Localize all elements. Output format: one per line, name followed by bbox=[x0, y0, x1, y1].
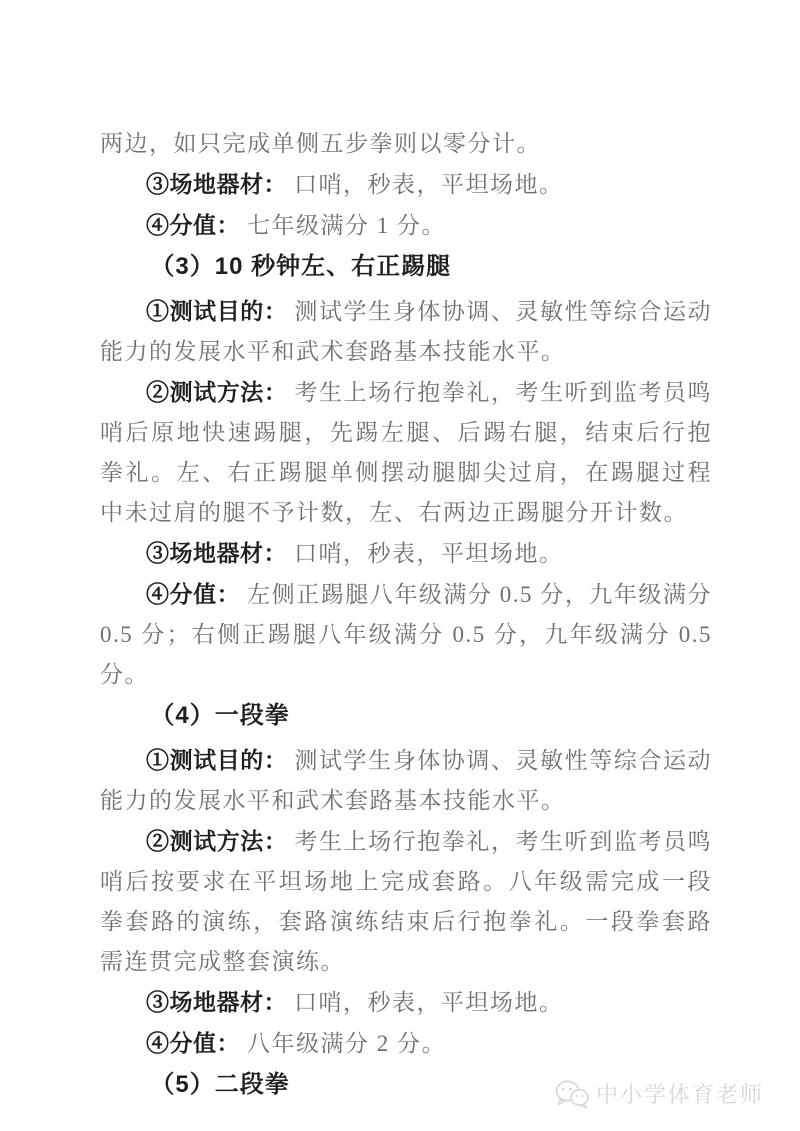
paragraph-label: ②测试方法： bbox=[146, 828, 288, 854]
wechat-icon bbox=[554, 1079, 590, 1109]
paragraph-text: 七年级满分 1 分。 bbox=[247, 213, 446, 238]
labeled-paragraph bbox=[100, 982, 712, 1023]
labeled-paragraph bbox=[100, 740, 712, 821]
paragraph-label: ①测试目的： bbox=[146, 298, 288, 324]
paragraph-text: 左侧正踢腿八年级满分 0.5 分，九年级满分 0.5 分；右侧正踢腿八年级满分 0.5 分，九年级满分 0.5 分。 bbox=[100, 582, 713, 687]
paragraph-label: ①测试目的： bbox=[146, 747, 288, 773]
paragraph-label: ③场地器材： bbox=[146, 989, 287, 1015]
labeled-paragraph bbox=[100, 1023, 712, 1064]
watermark bbox=[554, 1078, 764, 1109]
paragraph-text: 八年级满分 2 分。 bbox=[247, 1031, 446, 1056]
paragraph-label: ④分值： bbox=[146, 212, 240, 238]
paragraph-text: 口哨，秒表，平坦场地。 bbox=[294, 541, 564, 566]
paragraph-label: ③场地器材： bbox=[146, 540, 287, 566]
section-heading: （4）一段拳 bbox=[150, 702, 290, 729]
paragraph-text: 口哨，秒表，平坦场地。 bbox=[294, 172, 564, 197]
paragraph-label: ③场地器材： bbox=[146, 171, 287, 197]
section-heading: （5）二段拳 bbox=[150, 1071, 290, 1098]
paragraph-text: 口哨，秒表，平坦场地。 bbox=[294, 990, 564, 1015]
paragraph-text: 考生上场行抱拳礼，考生听到监考员鸣哨后按要求在平坦场地上完成套路。八年级需完成一段拳套路的演练，套路演练结束后行抱拳礼。一段拳套路需连贯完成整套演练。 bbox=[100, 829, 713, 974]
labeled-paragraph bbox=[100, 533, 712, 574]
labeled-paragraph bbox=[100, 205, 712, 246]
paragraph-text: 考生上场行抱拳礼，考生听到监考员鸣哨后原地快速踢腿，先踢左腿、后踢右腿，结束后行抱拳礼。左、右正踢腿单侧摆动腿脚尖过肩，在踢腿过程中未过肩的腿不予计数，左、右两边正踢腿分开计数。 bbox=[100, 380, 713, 525]
labeled-paragraph bbox=[100, 164, 712, 205]
labeled-paragraph bbox=[100, 372, 712, 533]
paragraph-label: ②测试方法： bbox=[146, 379, 288, 405]
paragraph-text: 测试学生身体协调、灵敏性等综合运动能力的发展水平和武术套路基本技能水平。 bbox=[100, 748, 713, 813]
paragraph-label: ④分值： bbox=[146, 581, 241, 607]
document-content bbox=[100, 124, 712, 1109]
paragraph-text: 两边，如只完成单侧五步拳则以零分计。 bbox=[100, 131, 541, 156]
section-heading: （3）10 秒钟左、右正踢腿 bbox=[150, 253, 452, 280]
paragraph-label: ④分值： bbox=[146, 1030, 240, 1056]
watermark-text: 中小学体育老师 bbox=[595, 1082, 764, 1107]
continuation-paragraph bbox=[100, 124, 712, 164]
labeled-paragraph bbox=[100, 291, 712, 372]
paragraph-text: 测试学生身体协调、灵敏性等综合运动能力的发展水平和武术套路基本技能水平。 bbox=[100, 299, 713, 364]
labeled-paragraph bbox=[100, 574, 712, 695]
labeled-paragraph bbox=[100, 821, 712, 982]
